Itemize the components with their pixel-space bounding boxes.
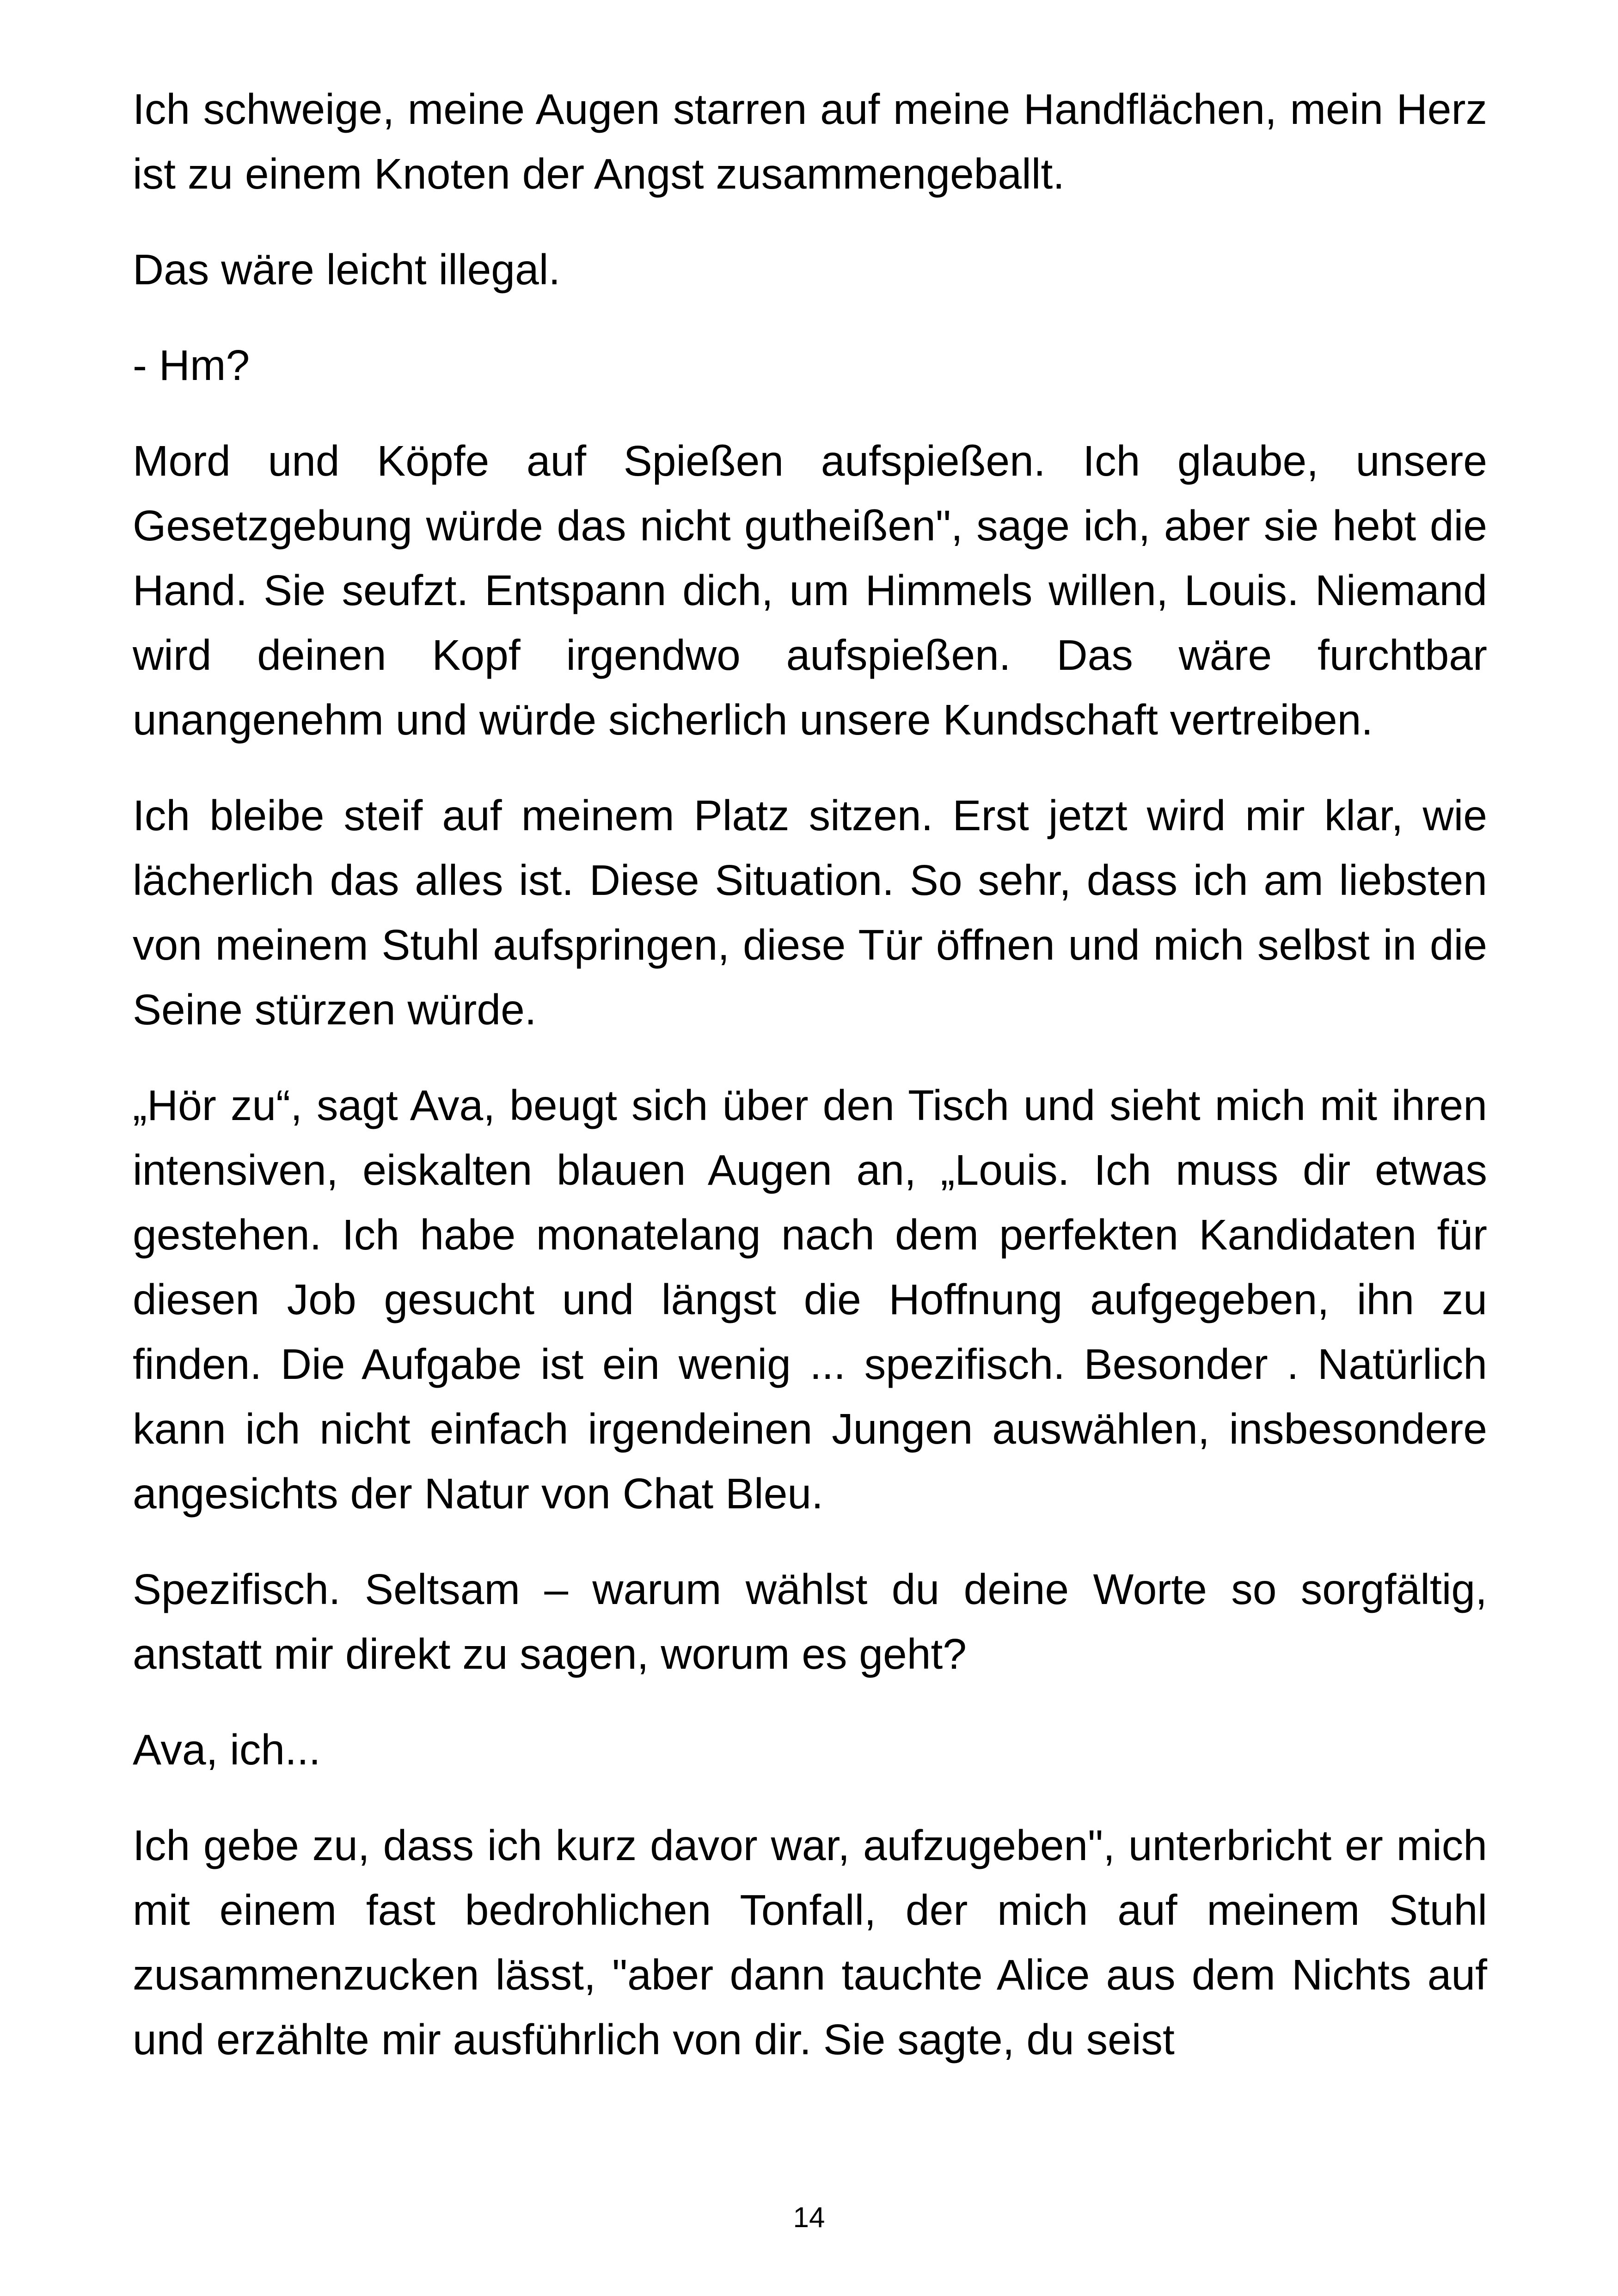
- paragraph: Spezifisch. Seltsam – warum wählst du deine Worte so sorgfältig, anstatt mir direkt zu sagen, worum es geht?: [133, 1565, 1487, 1678]
- paragraph: „Hör zu“, sagt Ava, beugt sich über den Tisch und sieht mich mit ihren intensiven, eiskalten blauen Augen an, „Louis. Ich muss dir etwas gestehen. Ich habe monatelang nach dem perfekten Kandidaten für diesen Job gesucht und längst die Hoffnung aufgegeben, ihn zu finden. Die Aufgabe ist ein wenig ... spezifisch. Besonder . Natürlich kann ich nicht einfach irgendeinen Jungen auswählen, insbesondere angesichts der Natur von Chat Bleu.: [133, 1081, 1487, 1518]
- paragraph: - Hm?: [133, 341, 250, 389]
- paragraph: Das wäre leicht illegal.: [133, 245, 561, 294]
- paragraph: Ich bleibe steif auf meinem Platz sitzen. Erst jetzt wird mir klar, wie lächerlich das alles ist. Diese Situation. So sehr, dass ich am liebsten von meinem Stuhl aufspringen, diese Tür öffnen und mich selbst in die Seine stürzen würde.: [133, 791, 1487, 1034]
- paragraph: Mord und Köpfe auf Spießen aufspießen. Ich glaube, unsere Gesetzgebung würde das nicht gutheißen", sage ich, aber sie hebt die Hand. Sie seufzt. Entspann dich, um Himmels willen, Louis. Niemand wird deinen Kopf irgendwo aufspießen. Das wäre furchtbar unangenehm und würde sicherlich unsere Kundschaft vertreiben.: [133, 437, 1487, 744]
- paragraph: Ava, ich...: [133, 1726, 321, 1774]
- paragraph: Ich gebe zu, dass ich kurz davor war, aufzugeben", unterbricht er mich mit einem fast bedrohlichen Tonfall, der mich auf meinem Stuhl zusammenzucken lässt, "aber dann tauchte Alice aus dem Nichts auf und erzählte mir ausführlich von dir. Sie sagte, du seist: [133, 1821, 1487, 2063]
- body-text: [133, 77, 1487, 2103]
- paragraph: Ich schweige, meine Augen starren auf meine Handflächen, mein Herz ist zu einem Knoten der Angst zusammengeballt.: [133, 85, 1487, 198]
- page-number: 14: [793, 2202, 825, 2234]
